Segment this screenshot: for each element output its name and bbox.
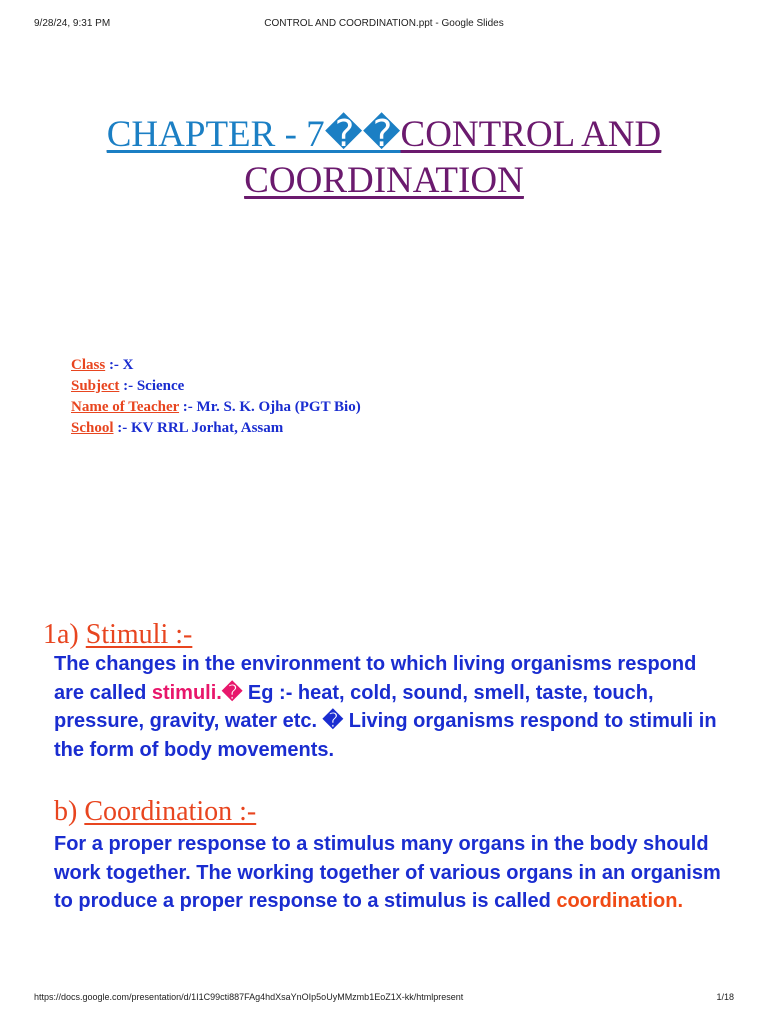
info-value: :- Mr. S. K. Ojha (PGT Bio)	[179, 399, 361, 415]
section-heading-coordination	[54, 796, 256, 828]
highlight-term: coordination.	[556, 890, 684, 912]
print-header	[34, 18, 734, 34]
info-label: Name of Teacher	[71, 399, 180, 415]
slide-title	[40, 112, 728, 204]
info-row-class	[71, 355, 361, 376]
print-page-number: 1/18	[716, 992, 734, 1002]
paragraph-text: The changes in the environment to which living organisms respond are called	[54, 653, 697, 704]
paragraph-text: Eg :- heat, cold, sound, smell, taste, touch, pressure, gravity, water etc.	[54, 681, 654, 732]
info-row-teacher	[71, 397, 361, 418]
paragraph-text: For a proper response to a stimulus many organs in the body should work together. The working together of various organs in an organism to produce a proper response to a stimulus is called	[54, 833, 721, 912]
replacement-glyph: �	[322, 710, 344, 732]
info-value: :- X	[105, 357, 134, 373]
stimuli-paragraph	[54, 650, 724, 764]
highlight-term: stimuli.	[151, 681, 222, 704]
info-value: :- Science	[119, 378, 185, 394]
coordination-paragraph	[54, 830, 724, 916]
print-url: https://docs.google.com/presentation/d/1I1C99cti887FAg4hdXsaYnOIp5oUyMMzmb1EoZ1X-kk/htmlpresent	[34, 992, 464, 1002]
info-label: Subject	[71, 378, 120, 394]
title-chapter: CHAPTER - 7��	[106, 114, 401, 155]
section-title: Coordination :-	[84, 796, 257, 827]
section-heading-stimuli	[43, 619, 192, 651]
print-footer	[34, 992, 734, 1006]
title-topic-line1: CONTROL AND	[400, 114, 662, 155]
info-label: Class	[71, 357, 106, 373]
print-datetime: 9/28/24, 9:31 PM	[34, 18, 111, 29]
info-row-subject	[71, 376, 361, 397]
info-block	[71, 355, 361, 439]
print-doc-title: CONTROL AND COORDINATION.ppt - Google Slides	[264, 18, 504, 29]
info-row-school	[71, 418, 361, 439]
replacement-glyph: �	[221, 681, 243, 704]
section-title: Stimuli :-	[85, 619, 193, 650]
info-value: :- KV RRL Jorhat, Assam	[113, 420, 284, 436]
section-number: b)	[54, 796, 85, 827]
title-topic-line2: COORDINATION	[244, 160, 524, 201]
paragraph-text: Living organisms respond to stimuli in the form of body movements.	[54, 710, 717, 761]
info-label: School	[71, 420, 114, 436]
section-number: 1a)	[43, 619, 86, 650]
